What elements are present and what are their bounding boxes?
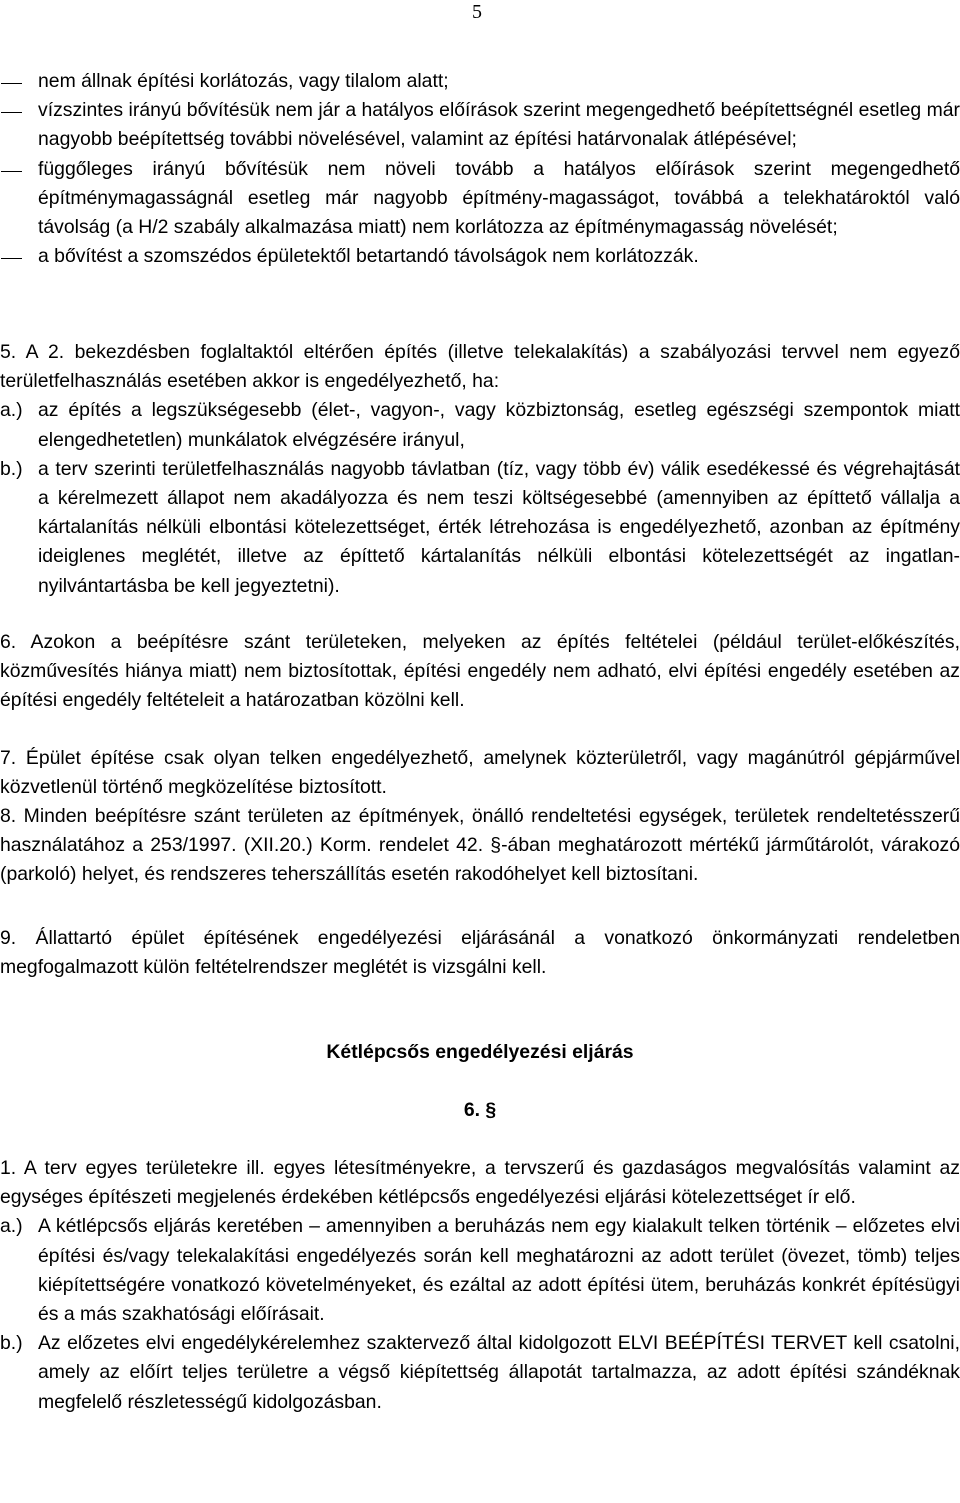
sub-item-a [0, 1212, 960, 1329]
list-item [0, 67, 960, 96]
bullet-list [0, 67, 960, 271]
sub-item-label: b.) [0, 1332, 23, 1355]
sub-item-a [0, 396, 960, 454]
sub-item-label: a.) [0, 1215, 23, 1238]
dash-bullet-icon [0, 242, 38, 271]
sub-item-text: az építés a legszükségesebb (élet-, vagyon-, vagy közbiztonság, esetleg egészségi szempontok miatt elengedhetetlen) munkálatok elvégzésére irányul, [38, 399, 960, 451]
sub-item-text: a terv szerinti területfelhasználás nagyobb távlatban (tíz, vagy több év) válik esedékessé és végrehajtását a kérelmezett állapot nem akadályozza és nem teszi költségesebbé (amennyiben az építtető vállalja a kártalanítás nélküli elbontási kötelezettséget, érték létrehozása is engedélyezhető, azonban az építmény ideiglenes meglétét, illetve az építtető kártalanítás nélküli elbontási kötelezettségét az ingatlan-nyilvántartásba be kell jegyeztetni). [38, 457, 960, 597]
dash-bullet-icon [0, 155, 38, 184]
paragraph-5 [0, 338, 960, 601]
sub-item-b [0, 1329, 960, 1417]
list-item-text: függőleges irányú bővítésük nem növeli tovább a hatályos előírások szerint megengedhető építménymagasságnál esetleg már nagyobb építmény-magasságot, továbbá a telekhatároktól való távolság (a H/2 szabály alkalmazása miatt) nem korlátozza az építménymagasság növelését; [38, 157, 960, 239]
paragraph-6: 6. Azokon a beépítésre szánt területeken, melyeken az építés feltételei (például terület-előkészítés, közművesítés hiánya miatt) nem biztosítottak, építési engedély nem adható, elvi építési engedély esetében az építési engedély feltételeit a határozatban közölni kell. [0, 631, 960, 712]
sub-item-text: A kétlépcsős eljárás keretében – amennyiben a beruházás nem egy kialakult telken történik – előzetes elvi építési és/vagy telekalakítási engedélyezés során kell meghatározni az adott terület (övezet, tömb) teljes kiépítettségére vonatkozó követelményeket, és ezáltal az adott építési ütem, beruházás konkrét építésügyi és a más szakhatósági előírásait. [38, 1215, 960, 1326]
sub-item-label: a.) [0, 399, 23, 422]
section-title: Kétlépcsős engedélyezési eljárás [326, 1041, 634, 1063]
dash-bullet-icon [0, 67, 38, 96]
paragraph-7: 7. Épület építése csak olyan telken engedélyezhető, amelynek közterületről, vagy magánútról gépjárművel közvetlenül történő megközelítése biztosított. [0, 747, 960, 799]
list-item [0, 96, 960, 154]
sub-item-label: b.) [0, 457, 23, 480]
list-item-text: vízszintes irányú bővítésük nem jár a hatályos előírások szerint megengedhető beépítettségnél esetleg már nagyobb beépítettség további növelésével, valamint az építési határvonalak átlépésével; [38, 99, 960, 151]
dash-bullet-icon [0, 96, 38, 125]
paragraph-9: 9. Állattartó épület építésének engedélyezési eljárásánál a vonatkozó önkormányzati rendeletben megfogalmazott külön feltételrendszer meglétét is vizsgálni kell. [0, 927, 960, 979]
section-6 [0, 1154, 960, 1417]
list-item [0, 155, 960, 243]
paragraph-5-intro: 5. A 2. bekezdésben foglaltaktól eltérően építés (illetve telekalakítás) a szabályozási tervvel nem egyező területfelhasználás esetében akkor is engedélyezhető, ha: [0, 341, 960, 393]
section-6-point-1: 1. A terv egyes területekre ill. egyes létesítményekre, a tervszerű és gazdaságos megvalósítás valamint az egységes építészeti megjelenés érdekében kétlépcsős engedélyezési eljárási kötelezettséget ír elő. [0, 1157, 960, 1209]
page-number: 5 [472, 1, 482, 23]
list-item-text: nem állnak építési korlátozás, vagy tilalom alatt; [38, 70, 449, 92]
sub-item-b [0, 455, 960, 601]
section-number: 6. § [463, 1099, 497, 1121]
sub-item-text: Az előzetes elvi engedélykérelemhez szaktervező által kidolgozott ELVI BEÉPÍTÉSI TERVET kell csatolni, amely az előírt teljes területre a végső kiépítettség állapotát tartalmazza, az adott építési szándéknak megfelelő részletességű kidolgozásban. [38, 1332, 960, 1413]
list-item [0, 242, 960, 271]
paragraph-8: 8. Minden beépítésre szánt területen az építmények, önálló rendeltetési egységek, területek rendeltetésszerű használatához a 253/1997. (XII.20.) Korm. rendelet 42. §-ában meghatározott mértékű járműtárolót, várakozó (parkoló) helyet, és rendszeres teherszállítás esetén rakodóhelyet kell biztosítani. [0, 805, 960, 886]
list-item-text: a bővítést a szomszédos épületektől betartandó távolságok nem korlátozzák. [38, 245, 699, 268]
